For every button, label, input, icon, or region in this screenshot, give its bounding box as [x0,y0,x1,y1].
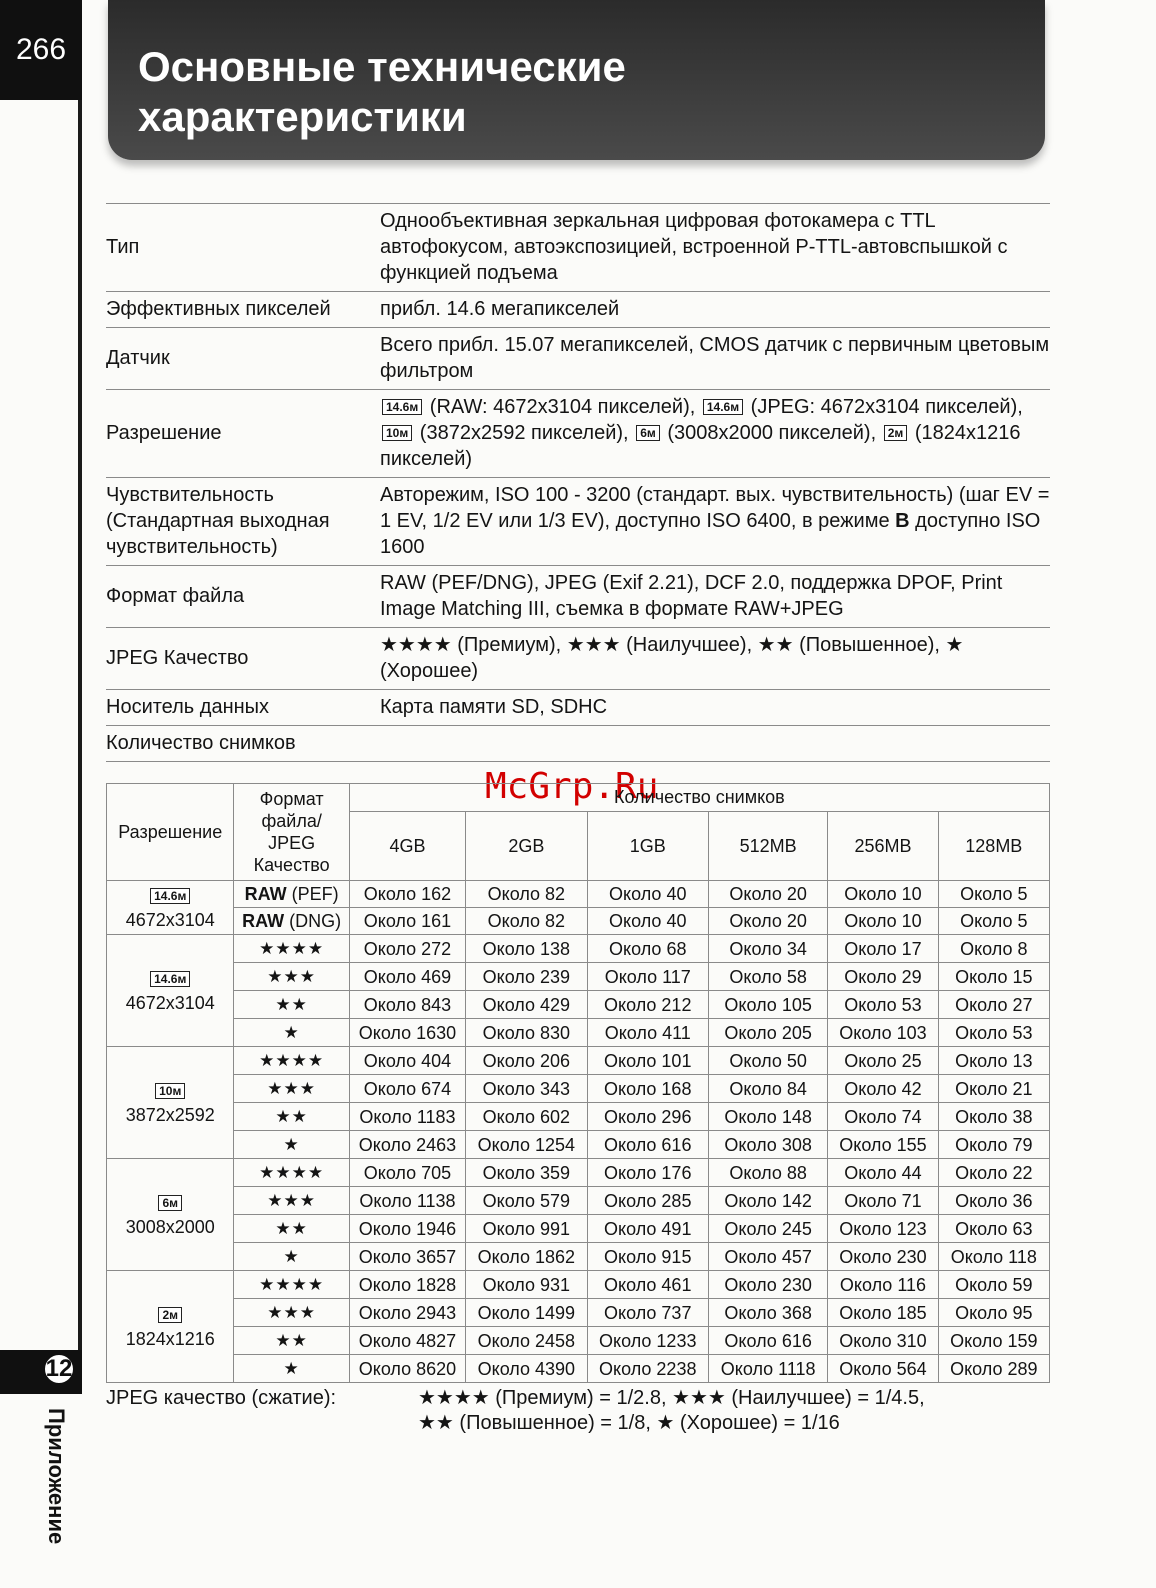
shot-count-cell: Около 1828 [349,1271,465,1299]
shot-count-cell: Около 13 [938,1047,1049,1075]
shot-count-cell: Около 343 [466,1075,587,1103]
resolution-icon: 14.6м [703,399,743,415]
quality-stars-icon: ★★★ [267,1303,316,1322]
shot-count-cell: Около 38 [938,1103,1049,1131]
quality-stars-icon: ★★ [275,1331,308,1350]
shot-count-cell: Около 296 [587,1103,708,1131]
title-banner [108,0,1045,160]
shot-count-cell: Около 457 [708,1243,827,1271]
resolution-cell [107,1047,234,1159]
spec-label: Датчик [106,328,380,390]
table-row [107,1355,1050,1383]
shot-count-cell: Около 469 [349,963,465,991]
shot-count-cell: Около 206 [466,1047,587,1075]
quality-stars-icon: ★ [283,1247,300,1266]
resolution-icon: 6м [158,1195,182,1211]
shot-count-cell: Около 602 [466,1103,587,1131]
shot-count-cell: Около 5 [938,881,1049,908]
capacity-header: 128MB [938,811,1049,880]
resolution-size: 1824x1216 [125,1328,215,1349]
shot-count-cell: Около 212 [587,991,708,1019]
format-cell [234,1187,349,1215]
shot-count-cell: Около 20 [708,908,827,935]
shot-count-cell: Около 88 [708,1159,827,1187]
resolution-text: (3008x2000 пикселей), [667,422,877,444]
shot-count-cell: Около 63 [938,1215,1049,1243]
capacity-header: 2GB [466,811,587,880]
resolution-text: (3872x2592 пикселей), [419,422,629,444]
shot-count-cell: Около 991 [466,1215,587,1243]
table-row [107,1103,1050,1131]
spec-value: Однообъективная зеркальная цифровая фотокамера с TTL автофокусом, автоэкспозицией, встроенной P-TTL-автовспышкой с функцией подъема [380,204,1050,292]
shot-count-cell: Около 176 [587,1159,708,1187]
shot-count-cell: Около 285 [587,1187,708,1215]
quality-stars-icon: ★★★★ [259,1275,325,1294]
shot-count-cell: Около 34 [708,935,827,963]
shot-count-cell: Около 1138 [349,1187,465,1215]
table-row [107,1047,1050,1075]
quality-stars-icon: ★ [283,1023,300,1042]
resolution-size: 3008x2000 [125,1216,215,1237]
format-cell [234,963,349,991]
chapter-number: 12 [42,1352,76,1386]
resolution-text: (JPEG: 4672x3104 пикселей), [750,396,1023,418]
shot-count-cell: Около 2463 [349,1131,465,1159]
table-row [107,908,1050,935]
shot-count-cell: Около 308 [708,1131,827,1159]
resolution-cell [107,1271,234,1383]
shot-count-cell: Около 71 [828,1187,938,1215]
shot-count-cell: Около 931 [466,1271,587,1299]
shot-count-cell: Около 1118 [708,1355,827,1383]
shot-count-cell: Около 142 [708,1187,827,1215]
shot-count-cell: Около 1233 [587,1327,708,1355]
table-row [107,1159,1050,1187]
quality-stars-icon: ★★★ [267,967,316,986]
shot-count-cell: Около 44 [828,1159,938,1187]
spec-label: JPEG Качество [106,628,380,690]
watermark: McGrp.Ru [485,766,659,807]
shot-count-cell: Около 4827 [349,1327,465,1355]
shot-count-cell: Около 245 [708,1215,827,1243]
footnote-line: ★★★★ (Премиум) = 1/2.8, ★★★ (Наилучшее) = 1/4.5, [418,1387,925,1409]
resolution-icon: 2м [158,1307,182,1323]
format-cell [234,881,349,908]
spec-row [106,390,1050,478]
shot-count-cell: Около 411 [587,1019,708,1047]
table-row [107,1131,1050,1159]
shot-count-cell: Около 491 [587,1215,708,1243]
shot-count-cell: Около 27 [938,991,1049,1019]
shot-count-cell: Около 148 [708,1103,827,1131]
shot-count-cell: Около 123 [828,1215,938,1243]
resolution-icon: 14.6м [382,399,422,415]
shot-count-cell: Около 25 [828,1047,938,1075]
quality-stars-icon: ★★★ [267,1079,316,1098]
format-cell [234,991,349,1019]
footnote-text [418,1386,1018,1436]
shots-table [106,783,1050,1383]
format-cell [234,1075,349,1103]
shot-count-cell: Около 239 [466,963,587,991]
spec-value: ★★★★ (Премиум), ★★★ (Наилучшее), ★★ (Повышенное), ★ (Хорошее) [380,628,1050,690]
footnote-line: ★★ (Повышенное) = 1/8, ★ (Хорошее) = 1/16 [418,1412,840,1434]
spec-label: Тип [106,204,380,292]
quality-stars-icon: ★★★★ [259,1163,325,1182]
resolution-size: 4672x3104 [125,992,215,1013]
shot-count-cell: Около 579 [466,1187,587,1215]
spec-value: RAW (PEF/DNG), JPEG (Exif 2.21), DCF 2.0, поддержка DPOF, Print Image Matching III, съемка в формате RAW+JPEG [380,566,1050,628]
shot-count-cell: Около 564 [828,1355,938,1383]
shot-count-cell: Около 830 [466,1019,587,1047]
shot-count-cell: Около 155 [828,1131,938,1159]
table-row [107,1299,1050,1327]
shot-count-cell: Около 138 [466,935,587,963]
format-cell [234,1271,349,1299]
shot-count-cell: Около 1862 [466,1243,587,1271]
shot-count-cell: Около 368 [708,1299,827,1327]
shot-count-cell: Около 10 [828,881,938,908]
shot-count-cell: Около 404 [349,1047,465,1075]
shot-count-cell: Около 95 [938,1299,1049,1327]
quality-stars-icon: ★★★★ [259,1051,325,1070]
spec-label: Разрешение [106,390,380,478]
format-cell [234,1355,349,1383]
quality-stars-icon: ★★ [275,995,308,1014]
shot-count-cell: Около 58 [708,963,827,991]
spec-value [380,390,1050,478]
shot-count-cell: Около 42 [828,1075,938,1103]
shot-count-cell: Около 2238 [587,1355,708,1383]
shot-count-cell: Около 59 [938,1271,1049,1299]
shot-count-cell: Около 40 [587,908,708,935]
capacity-header: 256MB [828,811,938,880]
format-cell [234,1243,349,1271]
resolution-icon: 2м [884,425,908,441]
spec-label: Носитель данных [106,690,380,726]
shot-count-cell: Около 162 [349,881,465,908]
shot-count-cell: Около 1499 [466,1299,587,1327]
quality-stars-icon: ★ [283,1135,300,1154]
table-row [107,1271,1050,1299]
shot-count-cell: Около 289 [938,1355,1049,1383]
shot-count-cell: Около 22 [938,1159,1049,1187]
shot-count-cell: Около 40 [587,881,708,908]
shot-count-cell: Около 103 [828,1019,938,1047]
resolution-cell [107,935,234,1047]
spec-row [106,328,1050,390]
shot-count-cell: Около 118 [938,1243,1049,1271]
spec-value: прибл. 14.6 мегапикселей [380,292,1050,328]
shot-count-cell: Около 2458 [466,1327,587,1355]
format-cell [234,1299,349,1327]
format-cell [234,1103,349,1131]
shot-count-cell: Около 8 [938,935,1049,963]
shot-count-cell: Около 4390 [466,1355,587,1383]
shot-count-cell: Около 1254 [466,1131,587,1159]
spec-row [106,726,1050,762]
page-number: 266 [0,0,82,100]
shot-count-cell: Около 737 [587,1299,708,1327]
page-title: Основные технические характеристики [138,43,626,140]
shot-count-cell: Около 68 [587,935,708,963]
spec-row [106,566,1050,628]
shot-count-cell: Около 82 [466,908,587,935]
resolution-text: (1824x1216 пикселей) [380,422,1021,470]
capacity-header: 1GB [587,811,708,880]
resolution-icon: 14.6м [150,888,190,904]
table-row [107,963,1050,991]
resolution-icon: 14.6м [150,971,190,987]
resolution-icon: 10м [382,425,412,441]
shot-count-cell: Около 8620 [349,1355,465,1383]
spec-value: Всего прибл. 15.07 мегапикселей, CMOS датчик с первичным цветовым фильтром [380,328,1050,390]
shot-count-cell: Около 10 [828,908,938,935]
spec-value-text: доступно ISO 1600 [380,510,1041,558]
shot-count-cell: Около 616 [708,1327,827,1355]
quality-stars-icon: ★ [283,1359,300,1378]
spec-row [106,628,1050,690]
shot-count-cell: Около 53 [938,1019,1049,1047]
shot-count-cell: Около 159 [938,1327,1049,1355]
shot-count-cell: Около 168 [587,1075,708,1103]
capacity-header: 512MB [708,811,827,880]
shot-count-cell: Около 205 [708,1019,827,1047]
format-cell [234,1019,349,1047]
format-name: RAW [244,884,287,904]
shot-count-cell: Около 674 [349,1075,465,1103]
shot-count-cell: Около 616 [587,1131,708,1159]
spec-row [106,478,1050,566]
shots-section-label: Количество снимков [106,726,1050,762]
format-variant: (DNG) [284,911,342,931]
left-rule [78,100,82,1350]
shot-count-cell: Около 161 [349,908,465,935]
shot-count-cell: Около 230 [828,1243,938,1271]
shot-count-cell: Около 310 [828,1327,938,1355]
spec-value [380,478,1050,566]
resolution-icon: 10м [155,1083,185,1099]
shot-count-cell: Около 82 [466,881,587,908]
col-resolution-header: Разрешение [107,784,234,881]
shot-count-cell: Около 117 [587,963,708,991]
shot-count-cell: Около 79 [938,1131,1049,1159]
table-row [107,1215,1050,1243]
resolution-cell [107,1159,234,1271]
format-cell [234,908,349,935]
spec-label: Формат файла [106,566,380,628]
shot-count-cell: Около 74 [828,1103,938,1131]
shot-count-cell: Около 50 [708,1047,827,1075]
table-row [107,1075,1050,1103]
shot-count-cell: Около 915 [587,1243,708,1271]
shot-count-cell: Около 116 [828,1271,938,1299]
shot-count-cell: Около 705 [349,1159,465,1187]
format-cell [234,1047,349,1075]
table-row [107,1019,1050,1047]
shot-count-cell: Около 230 [708,1271,827,1299]
shots-header-row [107,784,1050,812]
spec-value-text: Авторежим, ISO 100 - 3200 (стандарт. вых. чувствительность) (шаг EV = 1 EV, 1/2 EV или 1/3 EV), доступно ISO 6400, в режиме [380,484,1050,532]
shot-count-cell: Около 21 [938,1075,1049,1103]
resolution-icon: 6м [636,425,660,441]
bulb-mode-icon: B [895,510,910,532]
format-cell [234,1159,349,1187]
format-cell [234,935,349,963]
shot-count-cell: Около 359 [466,1159,587,1187]
format-cell [234,1131,349,1159]
resolution-size: 4672x3104 [125,909,215,930]
table-row [107,1327,1050,1355]
shot-count-cell: Около 5 [938,908,1049,935]
shot-count-cell: Около 2943 [349,1299,465,1327]
quality-stars-icon: ★★★ [267,1191,316,1210]
spec-label: Чувствительность (Стандартная выходная чувствительность) [106,478,380,566]
spec-table [106,203,1050,762]
col-count-header: Количество снимков [349,784,1049,812]
resolution-size: 3872x2592 [125,1104,215,1125]
quality-stars-icon: ★★ [275,1219,308,1238]
shot-count-cell: Около 101 [587,1047,708,1075]
table-row [107,1243,1050,1271]
spec-value: Карта памяти SD, SDHC [380,690,1050,726]
format-cell [234,1215,349,1243]
shot-count-cell: Около 53 [828,991,938,1019]
spec-row [106,204,1050,292]
shot-count-cell: Около 461 [587,1271,708,1299]
format-name: RAW [242,911,285,931]
spec-row [106,292,1050,328]
col-format-header: Формат файла/ JPEG Качество [234,784,349,881]
shot-count-cell: Около 105 [708,991,827,1019]
table-row [107,991,1050,1019]
shot-count-cell: Около 36 [938,1187,1049,1215]
resolution-text: (RAW: 4672x3104 пикселей), [429,396,696,418]
format-cell [234,1327,349,1355]
shot-count-cell: Около 84 [708,1075,827,1103]
shot-count-cell: Около 429 [466,991,587,1019]
shot-count-cell: Около 3657 [349,1243,465,1271]
chapter-label: Приложение [44,1408,69,1545]
shot-count-cell: Около 272 [349,935,465,963]
table-row [107,1187,1050,1215]
footnote-label: JPEG качество (сжатие): [106,1387,337,1409]
shot-count-cell: Около 17 [828,935,938,963]
shot-count-cell: Около 185 [828,1299,938,1327]
table-row [107,881,1050,908]
quality-stars-icon: ★★★★ [259,939,325,958]
shot-count-cell: Около 843 [349,991,465,1019]
shot-count-cell: Около 1946 [349,1215,465,1243]
format-variant: (PEF) [286,884,339,904]
shot-count-cell: Около 15 [938,963,1049,991]
quality-stars-icon: ★★ [275,1107,308,1126]
shot-count-cell: Около 20 [708,881,827,908]
spec-label: Эффективных пикселей [106,292,380,328]
capacity-header: 4GB [349,811,465,880]
shot-count-cell: Около 1183 [349,1103,465,1131]
spec-row [106,690,1050,726]
table-row [107,935,1050,963]
shot-count-cell: Около 29 [828,963,938,991]
shot-count-cell: Около 1630 [349,1019,465,1047]
resolution-cell [107,881,234,935]
shots-body [107,881,1050,1383]
